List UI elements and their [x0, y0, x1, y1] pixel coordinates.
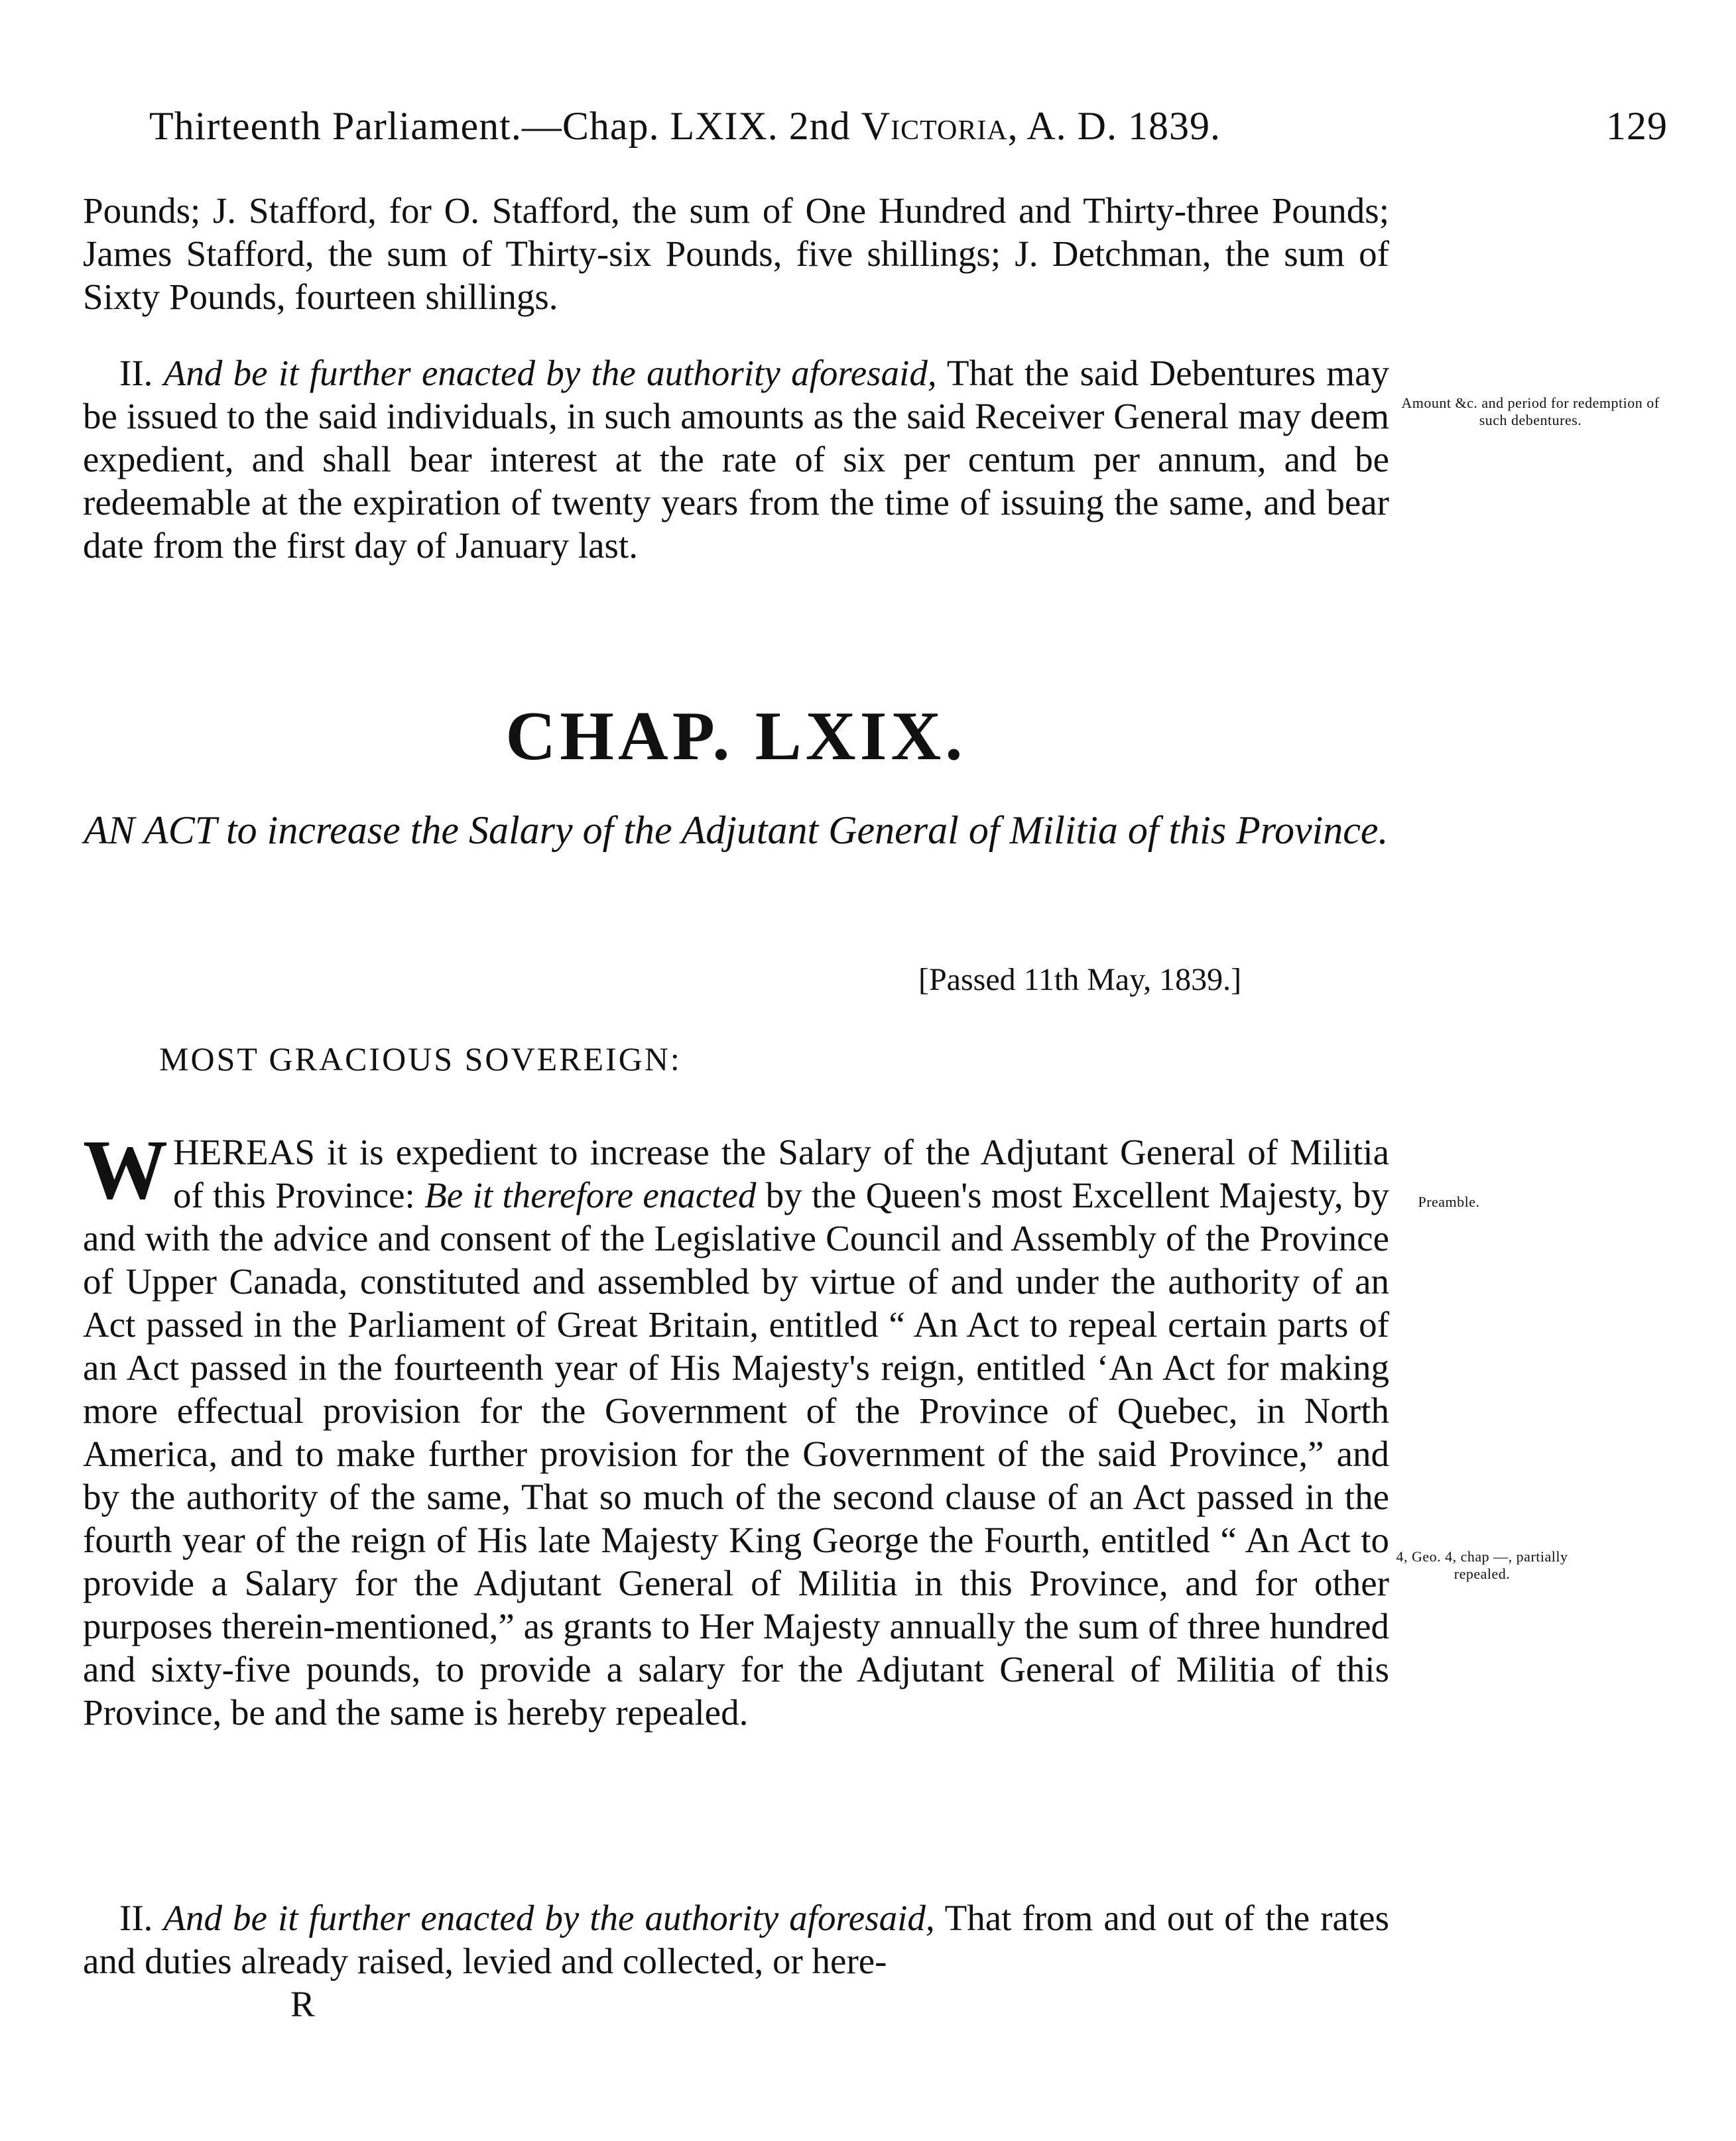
header-title-part1: Thirteenth Parliament.—Chap. LXIX. 2nd: [149, 104, 861, 148]
section-text: That the said Debentures may be issued to the said individuals, in such amounts as the said Receiver General may deem expedient, and shall bear interest at the rate of six per centum per annum, and be redeemable at the expiration of twenty years from the time of issuing the same, and bear date from the first day of January last.: [83, 353, 1390, 566]
signature-mark: R: [290, 1984, 315, 2024]
section-number: II.: [119, 353, 153, 393]
margin-note-amount: Amount &c. and period for redemption of such debentures.: [1401, 395, 1660, 428]
enacting-clause: And be it further enacted by the authority aforesaid,: [163, 353, 937, 393]
continuation-text: Pounds; J. Stafford, for O. Stafford, the sum of One Hundred and Thirty-three Pounds; James Stafford, the sum of Thirty-six Pounds, five shillings; J. Detchman, the sum of Sixty Pounds, fourteen shillings.: [83, 190, 1389, 317]
act-title: AN ACT to increase the Salary of the Adjutant General of Militia of this Province.: [84, 808, 1389, 852]
drop-cap: W: [83, 1123, 168, 1217]
preamble-opening: HEREAS: [173, 1132, 315, 1172]
continuation-paragraph: [83, 189, 1389, 318]
enacting-clause: And be it further enacted by the authority aforesaid,: [163, 1898, 935, 1938]
preamble-paragraph: [83, 1123, 1389, 1734]
preamble-text-a: it is expedient to increase the Salary of the Adjutant General of Militia of this Province:: [173, 1132, 1389, 1215]
section-number: II.: [119, 1898, 153, 1938]
section-ii: [83, 1896, 1389, 1983]
margin-note-repealed: 4, Geo. 4, chap —, partially repealed.: [1396, 1548, 1568, 1582]
enacting-clause: Be it therefore enacted: [424, 1175, 757, 1215]
header-title: [149, 99, 1221, 153]
chapter-heading: CHAP. LXIX.: [505, 697, 967, 774]
header-title-part2: , A. D. 1839.: [1007, 104, 1221, 148]
margin-note-preamble: Preamble.: [1418, 1193, 1480, 1210]
salutation: MOST GRACIOUS SOVEREIGN:: [159, 1040, 682, 1077]
preamble-text-b: by the Queen's most Excellent Majesty, by and with the advice and consent of the Legislative Council and Assembly of the Province of Upper Canada, constituted and assembled by virtue of and under the authority of an Act passed in the Parliament of Great Britain, entitled “ An Act to repeal certain parts of an Act passed in the fourteenth year of His Majesty's reign, entitled ‘An Act for making more effectual provision for the Government of the Province of Quebec, in North America, and to make further provision for the Government of the said Province,” and by the authority of the same, That so much of the second clause of an Act passed in the fourth year of the reign of His late Majesty King George the Fourth, entitled “ An Act to provide a Salary for the Adjutant General of Militia in this Province, and for other purposes therein-mentioned,” as grants to Her Majesty annually the sum of three hundred and sixty-five pounds, to provide a salary for the Adjutant General of Militia of this Province, be and the same is hereby repealed.: [83, 1175, 1389, 1733]
running-header: [149, 99, 1668, 153]
section-ii-previous-act: [83, 351, 1389, 567]
header-title-victoria: Victoria: [861, 104, 1008, 148]
passed-date: [Passed 11th May, 1839.]: [918, 962, 1242, 997]
page-number: 129: [1606, 104, 1668, 148]
section-text: That from and out of the rates and duties already raised, levied and collected, or here-: [83, 1898, 1389, 1981]
